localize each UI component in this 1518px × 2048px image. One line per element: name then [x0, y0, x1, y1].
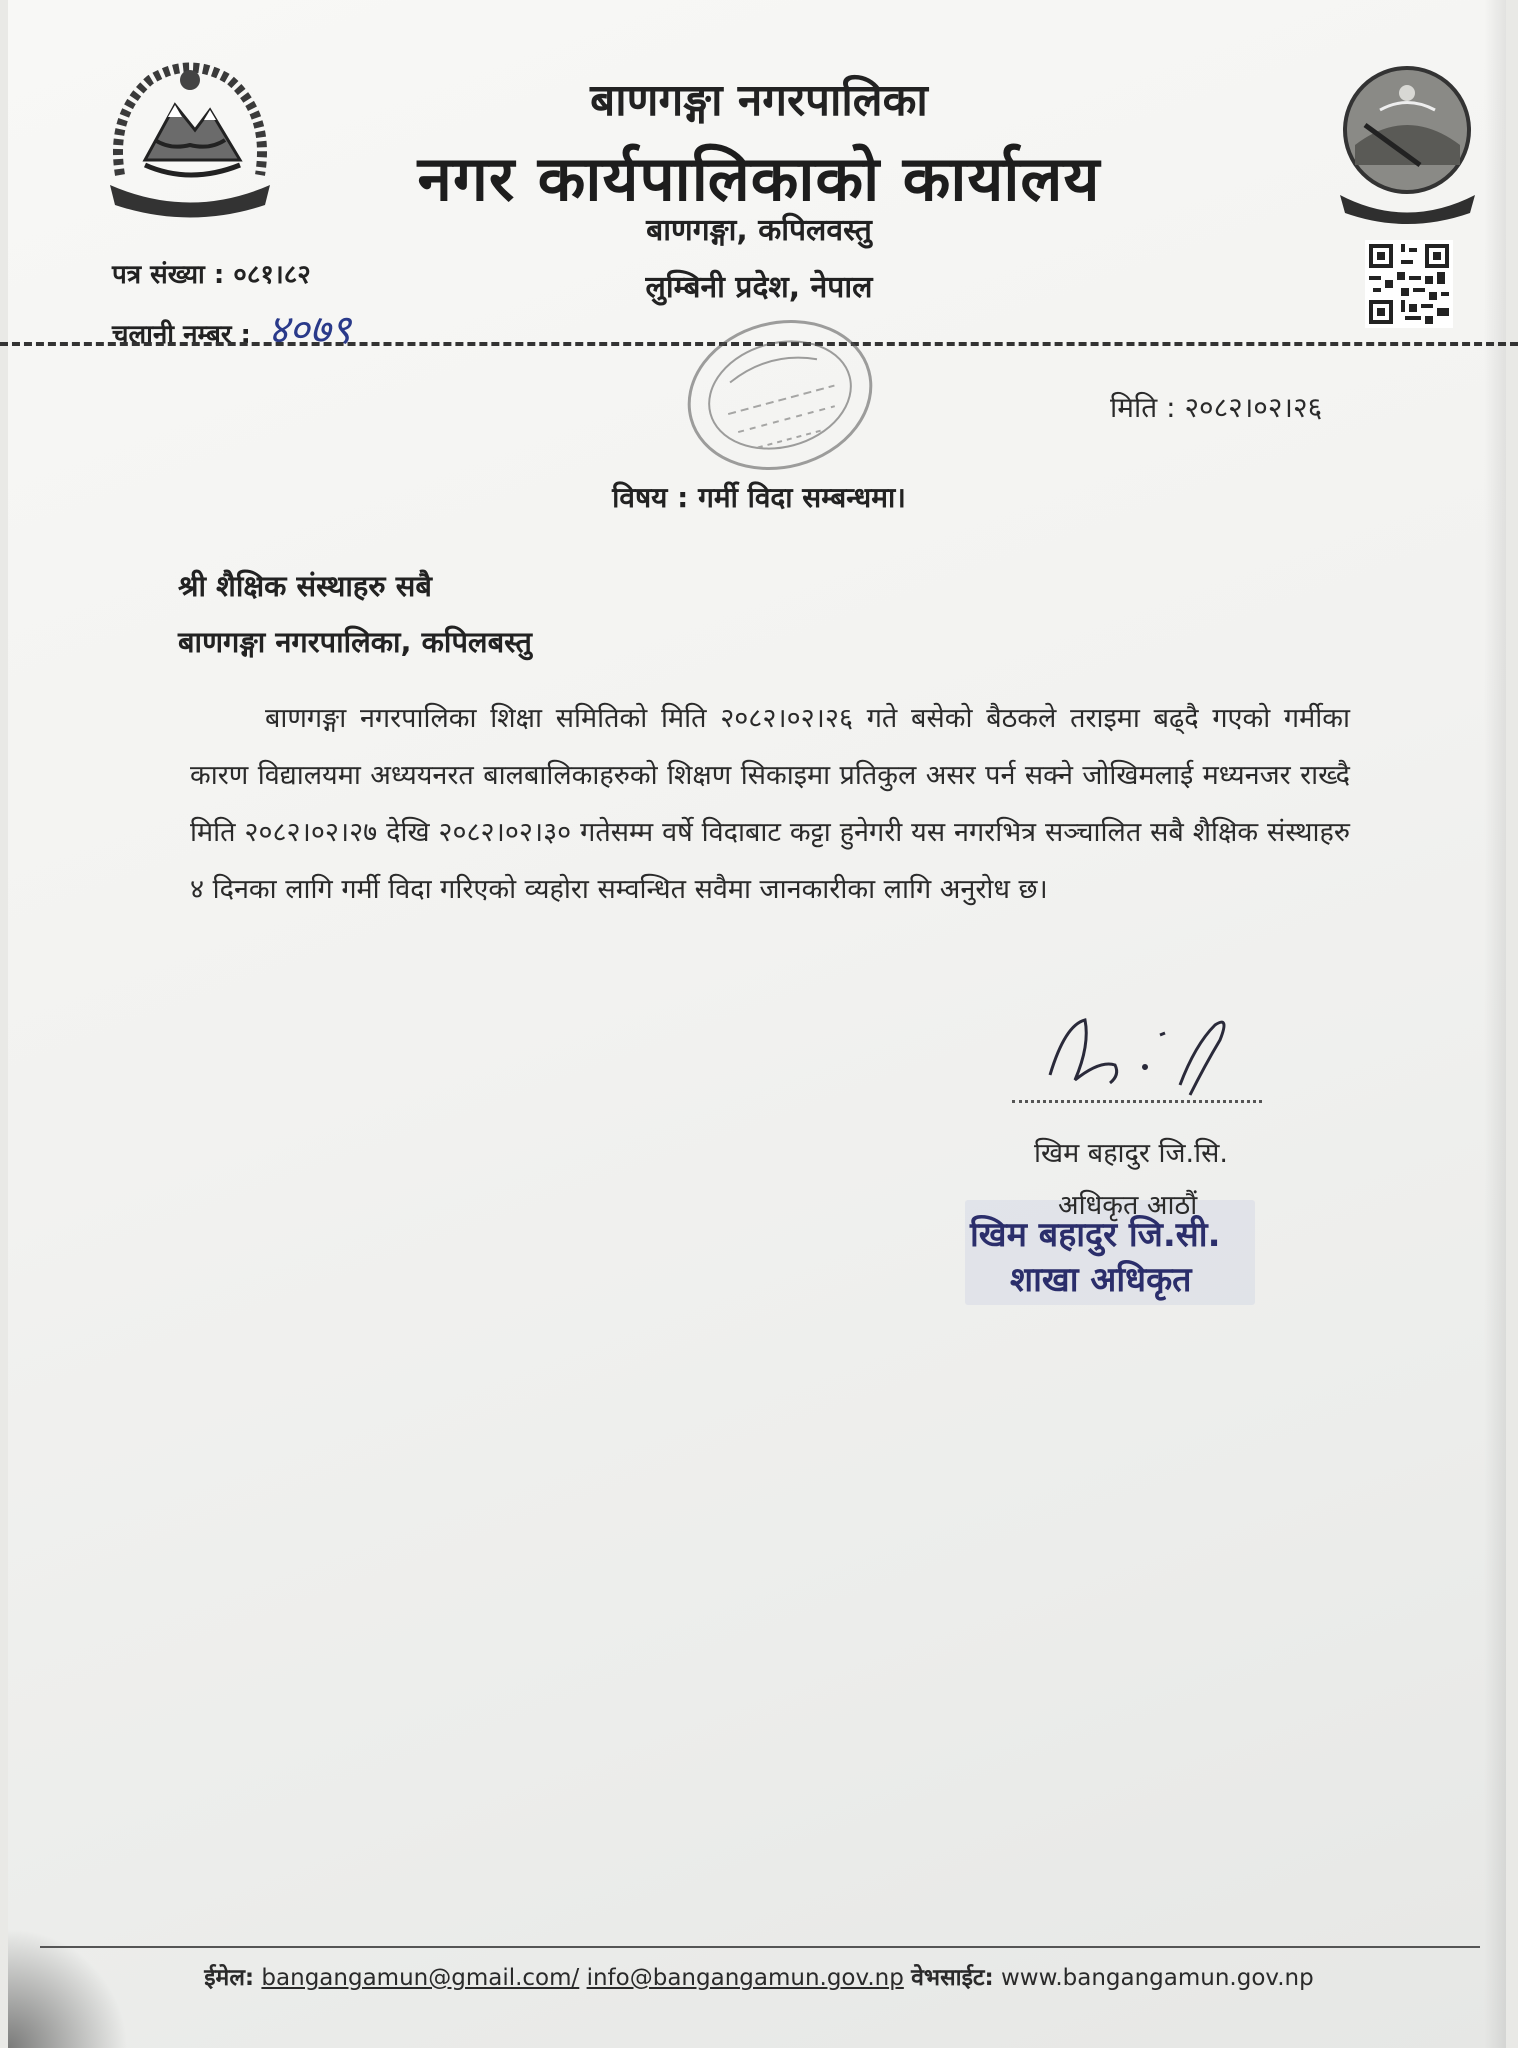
- letter-date: [1110, 388, 1322, 426]
- office-title: नगर कार्यपालिकाको कार्यालय: [417, 142, 1101, 215]
- subject-text: गर्मी विदा सम्बन्धमा।: [698, 481, 906, 514]
- municipality-name: बाणगङ्गा नगरपालिका: [590, 75, 928, 126]
- subject-label: विषय :: [612, 481, 689, 514]
- signature-line: [1012, 1100, 1262, 1103]
- stamp-post: शाखा अधिकृत: [1010, 1260, 1192, 1300]
- office-province: लुम्बिनी प्रदेश, नेपाल: [645, 270, 873, 305]
- office-seal-icon: [665, 310, 895, 485]
- paper-edge-shadow: [1484, 0, 1506, 2048]
- stamp-name: खिम बहादुर जि.सी.: [970, 1215, 1221, 1255]
- email-link-2[interactable]: info@bangangamun.gov.np: [586, 1965, 904, 1991]
- email-link-1[interactable]: bangangamun@gmail.com/: [261, 1965, 580, 1991]
- website-label: वेभसाईट:: [911, 1965, 994, 1991]
- email-label: ईमेल:: [204, 1965, 255, 1991]
- subject-line: [0, 478, 1518, 516]
- date-label: मिति :: [1110, 391, 1176, 424]
- dispatch-number-label: चलानी नम्बर :: [112, 320, 251, 350]
- website-link[interactable]: www.bangangamun.gov.np: [1001, 1965, 1314, 1991]
- handwritten-signature-icon: [1030, 1005, 1250, 1105]
- letter-number: [112, 255, 311, 291]
- footer-divider: [40, 1946, 1480, 1948]
- body-paragraph: बाणगङ्गा नगरपालिका शिक्षा समितिको मिति २०८२।०२।२६ गते बसेको बैठकले तराइमा बढ्दै गएको गर्मीका कारण विद्यालयमा अध्ययनरत बालबालिकाहरुको शिक्षण सिकाइमा प्रतिकुल असर पर्न सक्ने जोखिमलाई मध्यनजर राख्दै मिति २०८२।०२।२७ देखि २०८२।०२।३० गतेसम्म वर्षे विदाबाट कट्टा हुनेगरी यस नगरभित्र सञ्चालित सबै शैक्षिक संस्थाहरु ४ दिनका लागि गर्मी विदा गरिएको व्यहोरा सम्वन्धित सवैमा जानकारीका लागि अनुरोध छ।: [190, 703, 1350, 905]
- signatory-name: खिम बहादुर जि.सि.: [1034, 1138, 1228, 1169]
- letter-number-value: ०८१।८२: [233, 260, 311, 290]
- addressee-line-1: श्री शैक्षिक संस्थाहरु सबै: [178, 569, 432, 603]
- office-address: बाणगङ्गा, कपिलवस्तु: [646, 213, 872, 248]
- letter-number-label: पत्र संख्या :: [112, 260, 225, 290]
- signatory-post: अधिकृत आठौं: [1058, 1190, 1198, 1221]
- dispatch-number-value: ४०७९: [267, 307, 352, 353]
- dispatch-number: [112, 300, 351, 355]
- date-value: २०८२।०२।२६: [1184, 391, 1323, 424]
- footer-contact: [0, 1960, 1518, 1992]
- addressee-line-2: बाणगङ्गा नगरपालिका, कपिलबस्तु: [178, 625, 532, 659]
